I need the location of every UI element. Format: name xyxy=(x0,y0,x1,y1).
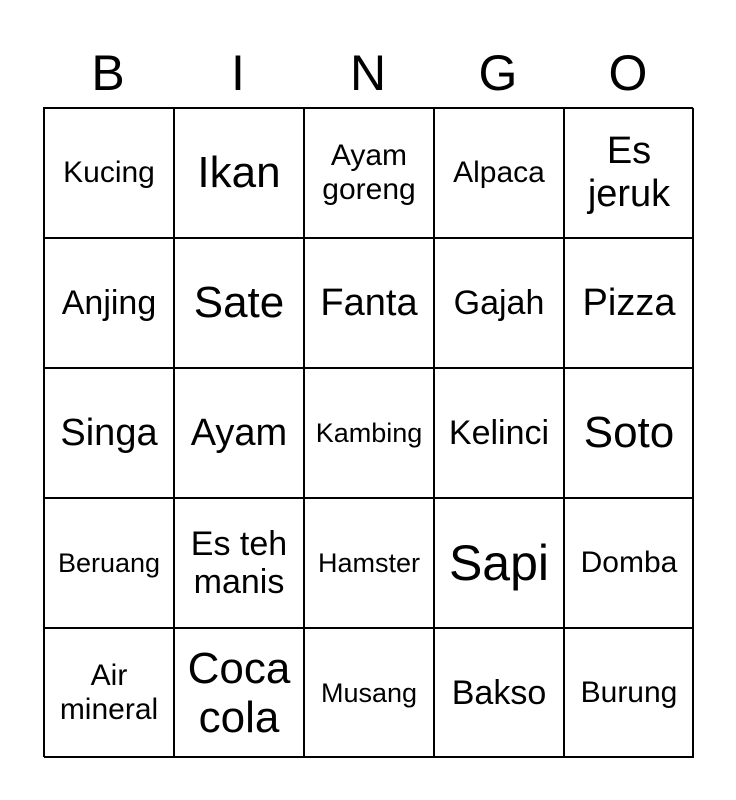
bingo-cell[interactable] xyxy=(304,238,434,368)
cell-label: Domba xyxy=(580,546,678,580)
cell-label: Pizza xyxy=(582,281,676,324)
cell-label: Alpaca xyxy=(453,156,545,190)
cell-label: Ayam goreng xyxy=(322,139,416,206)
cell-label: Kelinci xyxy=(448,413,550,452)
bingo-cell[interactable] xyxy=(564,238,694,368)
cell-label: Anjing xyxy=(61,283,157,322)
bingo-cell[interactable] xyxy=(174,108,304,238)
bingo-board xyxy=(43,107,693,757)
cell-label: Air mineral xyxy=(59,659,159,726)
bingo-cell[interactable] xyxy=(434,108,564,238)
bingo-cell[interactable] xyxy=(174,238,304,368)
cell-label: Gajah xyxy=(453,283,545,322)
header-letter-n: N xyxy=(349,45,387,101)
bingo-cell[interactable] xyxy=(44,238,174,368)
cell-label: Ikan xyxy=(197,148,281,198)
bingo-cell[interactable] xyxy=(174,628,304,758)
bingo-cell[interactable] xyxy=(304,368,434,498)
bingo-cell[interactable] xyxy=(44,498,174,628)
cell-label: Beruang xyxy=(57,547,161,578)
bingo-cell[interactable] xyxy=(564,628,694,758)
bingo-cell[interactable] xyxy=(44,368,174,498)
cell-label: Burung xyxy=(580,676,678,710)
cell-label: Ayam xyxy=(190,411,288,454)
bingo-header xyxy=(43,38,693,108)
cell-label: Bakso xyxy=(451,673,547,712)
cell-label: Hamster xyxy=(317,547,420,578)
bingo-cell[interactable] xyxy=(564,108,694,238)
cell-label: Kucing xyxy=(63,156,155,190)
cell-label: Es teh manis xyxy=(190,524,288,601)
bingo-cell[interactable] xyxy=(44,108,174,238)
cell-label: Musang xyxy=(320,677,418,708)
cell-label: Singa xyxy=(60,411,158,454)
bingo-cell[interactable] xyxy=(564,498,694,628)
cell-label: Sapi xyxy=(448,535,550,591)
cell-label: Sate xyxy=(193,278,285,328)
bingo-cell[interactable] xyxy=(564,368,694,498)
cell-label: Fanta xyxy=(320,281,418,324)
bingo-cell[interactable] xyxy=(434,368,564,498)
header-letter-g: G xyxy=(478,45,518,101)
header-letter-i: I xyxy=(231,45,245,101)
header-letter-o: O xyxy=(608,45,648,101)
bingo-cell[interactable] xyxy=(434,628,564,758)
bingo-cell[interactable] xyxy=(174,368,304,498)
bingo-cell[interactable] xyxy=(304,498,434,628)
bingo-cell[interactable] xyxy=(304,108,434,238)
cell-label: Soto xyxy=(583,408,675,458)
bingo-cell[interactable] xyxy=(174,498,304,628)
cell-label: Coca cola xyxy=(187,643,291,742)
header-letter-b: B xyxy=(91,45,125,101)
cell-label: Kambing xyxy=(315,417,423,448)
bingo-cell[interactable] xyxy=(44,628,174,758)
bingo-cell[interactable] xyxy=(434,498,564,628)
cell-label: Es jeruk xyxy=(587,130,671,215)
bingo-cell[interactable] xyxy=(304,628,434,758)
bingo-cell[interactable] xyxy=(434,238,564,368)
